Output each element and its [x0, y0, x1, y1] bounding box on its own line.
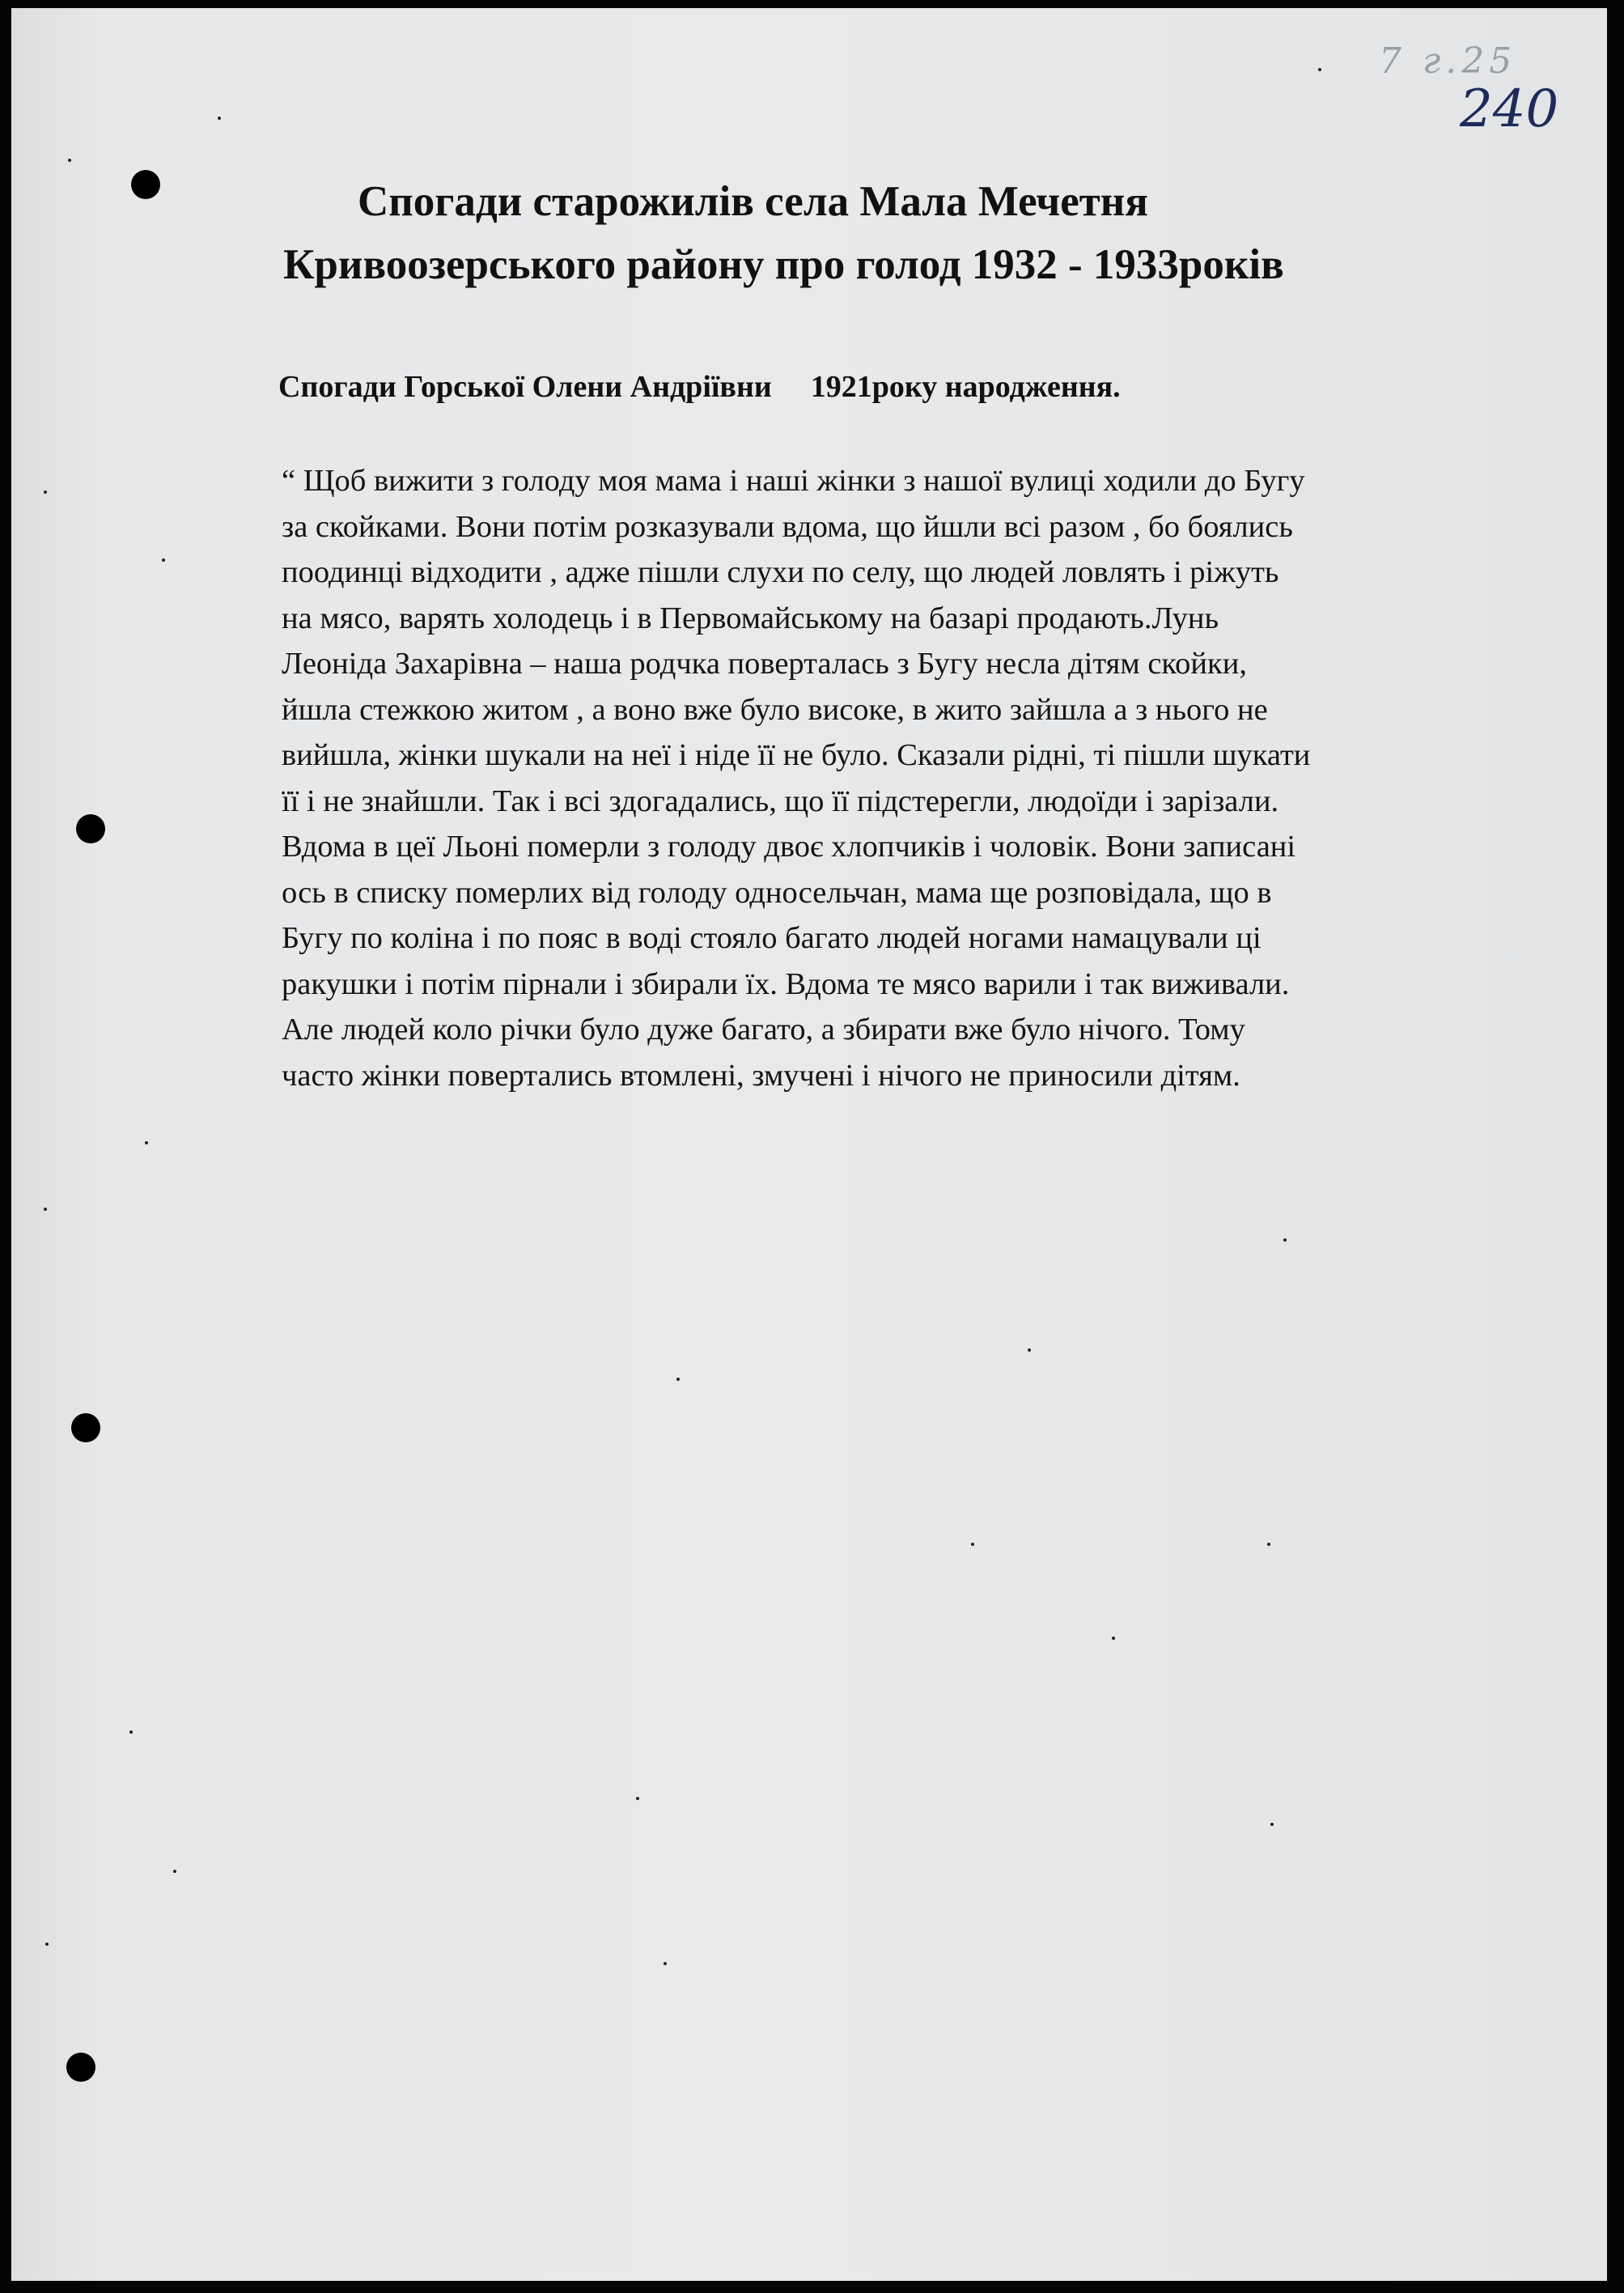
- text-line: часто жінки повертались втомлені, змучені і нічого не приносили дітям.: [282, 1058, 1240, 1093]
- speck: [173, 1870, 176, 1873]
- text-line: Але людей коло річки було дуже багато, а збирати вже було нічого. Тому: [282, 1013, 1245, 1047]
- speck: [676, 1378, 680, 1381]
- speck: [145, 1141, 148, 1144]
- speck: [68, 159, 71, 162]
- text-line: Бугу по коліна і по пояс в воді стояло багато людей ногами намацували ці: [282, 921, 1261, 955]
- document-page: [11, 8, 1607, 2281]
- speck: [636, 1797, 639, 1800]
- subtitle-year: 1921року народження.: [810, 370, 1121, 404]
- subtitle-name: Спогади Горської Олени Андріївни: [278, 370, 772, 404]
- handwritten-archive-mark: 7 г.25: [1379, 40, 1517, 82]
- speck: [1283, 1238, 1287, 1242]
- document-subtitle: [278, 369, 1121, 405]
- speck: [664, 1962, 667, 1965]
- punch-hole: [71, 1413, 100, 1442]
- text-line: вийшла, жінки шукали на неї і ніде її не було. Сказали рідні, ті пішли шукати: [282, 738, 1311, 772]
- punch-hole: [76, 814, 105, 843]
- title-line-1: Спогади старожилів села Мала Мечетня: [358, 178, 1148, 225]
- speck: [1267, 1543, 1270, 1546]
- text-line: поодинці відходити , адже пішли слухи по селу, що людей ловлять і ріжуть: [282, 555, 1279, 589]
- text-line: йшла стежкою житом , а воно вже було високе, в жито зайшла а з нього не: [282, 692, 1268, 727]
- testimony-text: [282, 458, 1552, 1098]
- text-line: ракушки і потім пірнали і збирали їх. Вдома те мясо варили і так виживали.: [282, 966, 1290, 1001]
- speck: [1270, 1823, 1274, 1826]
- speck: [971, 1543, 974, 1546]
- speck: [1028, 1348, 1031, 1352]
- speck: [129, 1730, 133, 1734]
- speck: [218, 117, 221, 120]
- text-line: її і не знайшли. Так і всі здогадались, що її підстерегли, людоїди і зарізали.: [282, 783, 1279, 818]
- speck: [45, 1943, 49, 1946]
- document-title: [11, 170, 1607, 296]
- text-line: за скойками. Вони потім розказували вдома, що йшли всі разом , бо боялись: [282, 509, 1293, 544]
- text-line: Вдома в цеї Льоні померли з голоду двоє хлопчиків і чоловік. Вони записані: [282, 830, 1296, 864]
- title-line-2: Кривоозерського району про голод 1932 - 1933років: [283, 241, 1284, 288]
- speck: [162, 558, 165, 562]
- text-line: “ Щоб вижити з голоду моя мама і наші жінки з нашої вулиці ходили до Бугу: [282, 464, 1305, 498]
- speck: [44, 490, 47, 494]
- punch-hole: [66, 2053, 95, 2082]
- text-line: ось в списку померлих від голоду односельчан, мама ще розповідала, що в: [282, 875, 1272, 910]
- handwritten-page-number: 240: [1460, 79, 1559, 139]
- text-line: Леоніда Захарівна – наша родчка поверталась з Бугу несла дітям скойки,: [282, 647, 1247, 681]
- speck: [1318, 68, 1321, 71]
- speck: [44, 1208, 47, 1211]
- text-line: на мясо, варять холодець і в Первомайському на базарі продають.Лунь: [282, 601, 1219, 635]
- speck: [1112, 1637, 1115, 1640]
